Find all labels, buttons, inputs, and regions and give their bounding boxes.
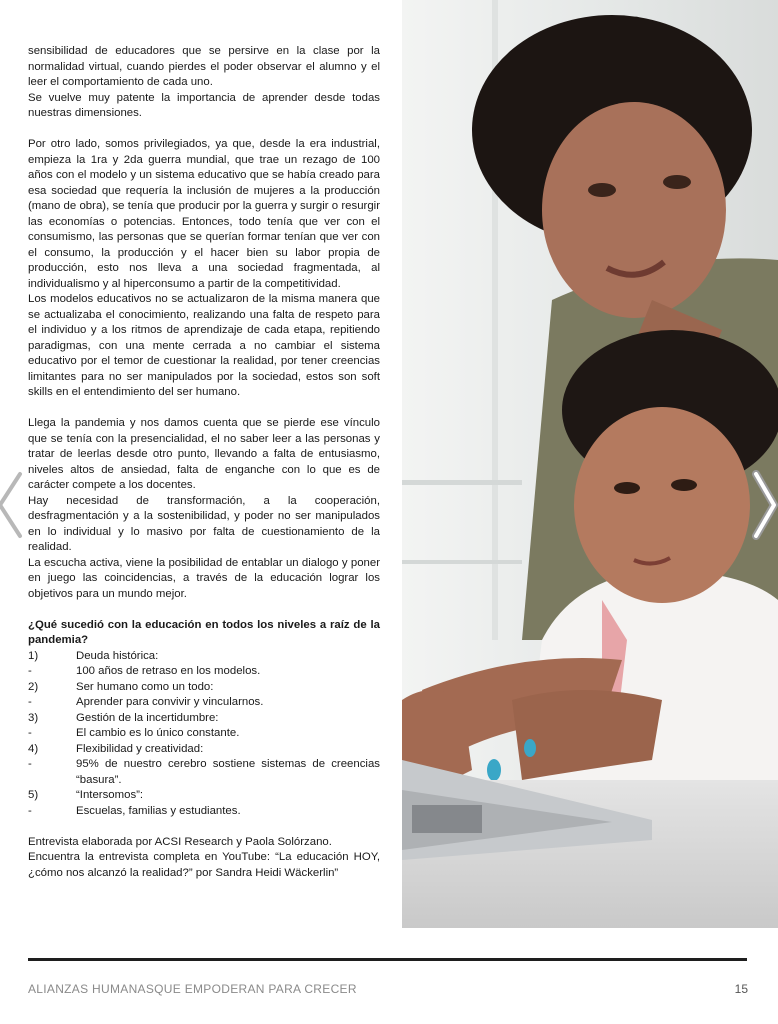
section-question: ¿Qué sucedió con la educación en todos los niveles a raíz de la pandemia?: [28, 618, 380, 646]
photo-mother-daughter-laptop: [402, 0, 778, 928]
footer-divider: [28, 958, 747, 961]
list-item: 4) Flexibilidad y creatividad:: [28, 742, 204, 755]
list-item: 1) Deuda histórica:: [28, 649, 159, 662]
page-number: 15: [734, 982, 748, 996]
answer-list: [28, 649, 380, 820]
paragraph-intro: sensibilidad de educadores que se persirve en la clase por la normalidad virtual, cuando pierdes el poder observar el alumno y el leer el comportamiento de cada uno.: [28, 45, 380, 88]
paragraph-history: Por otro lado, somos privilegiados, ya que, desde la era industrial, empieza la 1ra y 2da guerra mundial, que trae un rezago de 100 años con el modelo y un sistema educativo que se había creado para esa sociedad que requería la inclusión de mujeres a la producción (mano de obra), se tenía que producir por la guerra y surgir o resurgir las economías o potencias. Entonces, todo tenía que ver con el consumismo, las personas que se querían formar tenían que ver con el consumo, la producción y el hacer bien su labor propia de producción, esto nos lleva a una sociedad fragmentada, al individualismo y al hiperconsumo a partir de la competitividad.: [28, 138, 380, 290]
paragraph-pandemic: Llega la pandemia y nos damos cuenta que se pierde ese vínculo que se tenía con la presencialidad, el no saber leer a las personas y tratar de leerlas desde otro punto, llevando a falta de entusiasmo, niveles altos de ansiedad, falta de enganche con lo que es de carácter compete a los docentes.: [28, 417, 380, 491]
list-item: - El cambio es lo único constante.: [28, 727, 240, 739]
paragraph-intro-2: Se vuelve muy patente la importancia de aprender desde todas nuestras dimensiones.: [28, 91, 380, 119]
footer-label: ALIANZAS HUMANASQUE EMPODERAN PARA CRECER: [28, 982, 357, 996]
credit-line: Entrevista elaborada por ACSI Research y Paola Solórzano.: [28, 835, 332, 848]
chevron-right-icon[interactable]: [752, 470, 778, 540]
list-item: - 95% de nuestro cerebro sostiene sistemas de creencias “basura”.: [28, 758, 380, 786]
chevron-left-icon[interactable]: [0, 470, 24, 540]
paragraph-models: Los modelos educativos no se actualizaron de la misma manera que se actualizaba el conocimiento, realizando una falta de respeto para el individuo y a los ritmos de aprendizaje de cada etapa, repitiendo paradigmas, con una mente cerrada a no cambiar el sistema educativo por el temor de cuestionar la realidad, por tener creencias limitantes para no ser manipulados por la sociedad, estos son soft skills en el entendimiento del ser humano.: [28, 293, 380, 398]
paragraph-listening: La escucha activa, viene la posibilidad de entablar un dialogo y poner en juego las coincidencias, a través de la educación lograr los objetivos para un mundo mejor.: [28, 556, 380, 600]
article-body: [28, 44, 380, 881]
credit-link-line: Encuentra la entrevista completa en YouTube: “La educación HOY, ¿cómo nos alcanzó la realidad?” por Sandra Heidi Wäckerlin”: [28, 851, 380, 879]
list-item: 5) “Intersomos”:: [28, 789, 144, 801]
list-item: 2) Ser humano como un todo:: [28, 680, 214, 693]
paragraph-transformation: Hay necesidad de transformación, a la cooperación, desfragmentación y a la sostenibilidad, y poder no ser manipulados en lo individual y lo masivo por falta de cuestionamiento de la realidad.: [28, 494, 380, 553]
list-item: - 100 años de retraso en los modelos.: [28, 665, 261, 677]
list-item: - Aprender para convivir y vincularnos.: [28, 696, 264, 708]
list-item: 3) Gestión de la incertidumbre:: [28, 711, 219, 724]
list-item: - Escuelas, familias y estudiantes.: [28, 804, 241, 817]
